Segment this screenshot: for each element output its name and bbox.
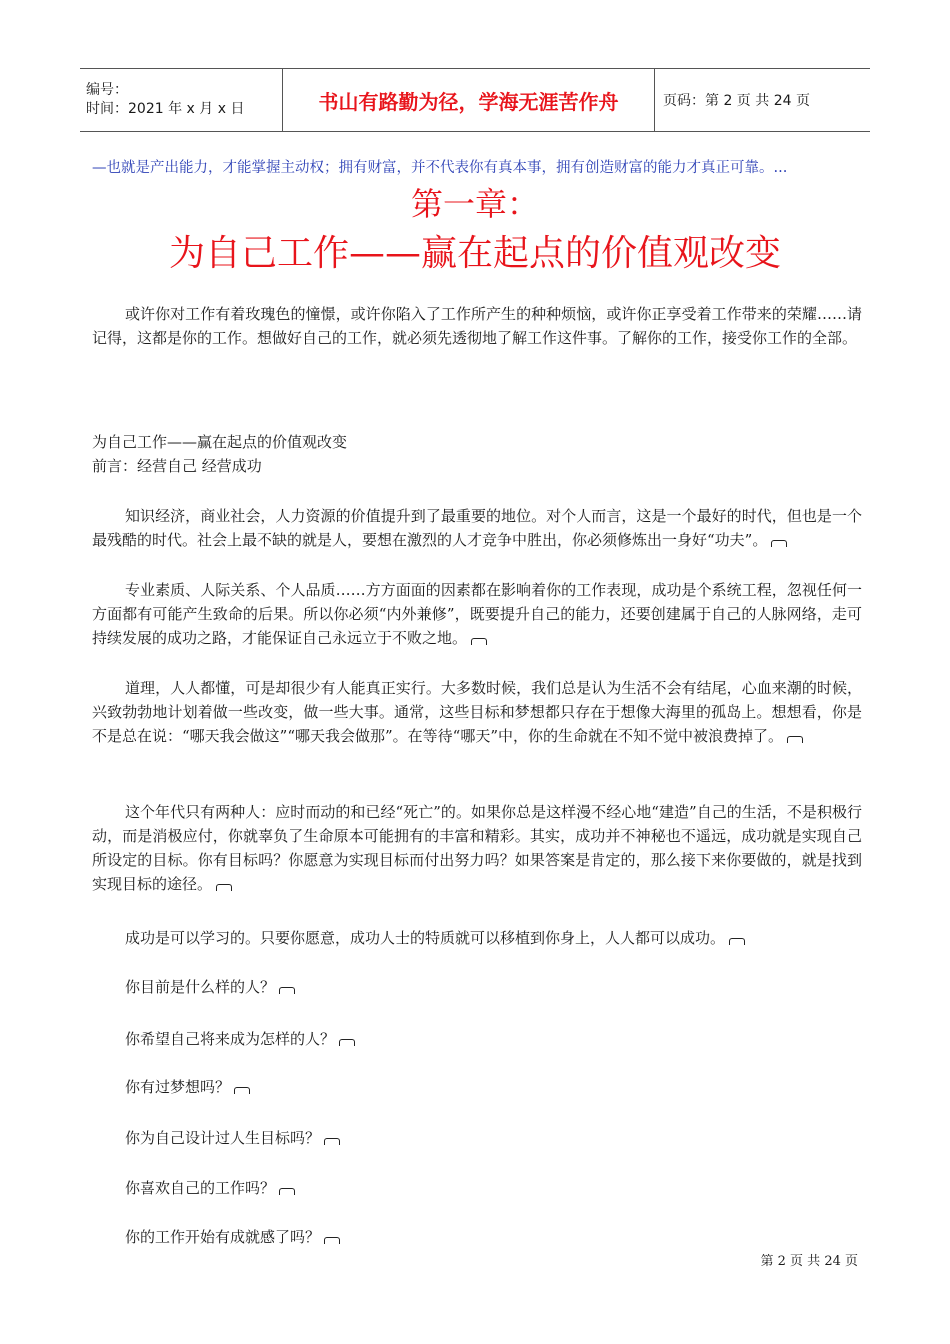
question-item xyxy=(125,1126,340,1150)
paragraph-4 xyxy=(92,676,862,748)
paragraph-mark-icon xyxy=(279,1188,295,1195)
preface-line: 前言：经营自己 经营成功 xyxy=(92,457,262,475)
header-motto xyxy=(282,69,655,131)
paragraph-1-text: 或许你对工作有着玫瑰色的憧憬，或许你陷入了工作所产生的种种烦恼，或许你正享受着工作带来的荣耀……请记得，这都是你的工作。想做好自己的工作，就必须先透彻地了解工作这件事。了解你的工作，接受你工作的全部。 xyxy=(92,305,862,347)
question-text: 你目前是什么样的人？ xyxy=(125,978,276,996)
paragraph-6 xyxy=(92,926,862,950)
paragraph-6-text: 成功是可以学习的。只要你愿意，成功人士的特质就可以移植到你身上，人人都可以成功。 xyxy=(125,929,726,947)
paragraph-2-text: 知识经济，商业社会，人力资源的价值提升到了最重要的地位。对个人而言，这是一个最好的时代，但也是一个最残酷的时代。社会上最不缺的就是人，要想在激烈的人才竞争中胜出，你必须修炼出一身好“功夫”。 xyxy=(92,507,862,549)
paragraph-5 xyxy=(92,800,862,896)
paragraph-mark-icon xyxy=(471,638,487,645)
page-label: 页码：第 2 页 共 24 页 xyxy=(663,93,810,109)
chapter-title: 为自己工作——赢在起点的价值观改变 xyxy=(168,233,781,274)
number-label: 编号： xyxy=(86,82,128,98)
question-item xyxy=(125,1176,295,1200)
question-text: 你为自己设计过人生目标吗？ xyxy=(125,1129,321,1147)
motto-text: 书山有路勤为径，学海无涯苦作舟 xyxy=(318,89,619,114)
paragraph-3-text: 专业素质、人际关系、个人品质……方方面面的因素都在影响着你的工作表现，成功是个系统工程，忽视任何一方面都有可能产生致命的后果。所以你必须“内外兼修”，既要提升自己的能力，还要创建属于自己的人脉网络，走可持续发展的成功之路，才能保证自己永远立于不败之地。 xyxy=(92,581,862,647)
chapter-number: 第一章： xyxy=(410,185,539,223)
page-header xyxy=(80,68,870,132)
time-label: 时间：2021 年 x 月 x 日 xyxy=(86,101,245,117)
paragraph-mark-icon xyxy=(787,736,803,743)
paragraph-mark-icon xyxy=(339,1039,355,1046)
paragraph-1 xyxy=(92,302,862,350)
paragraph-2 xyxy=(92,504,862,552)
paragraph-5-text: 这个年代只有两种人：应时而动的和已经“死亡”的。如果你总是这样漫不经心地“建造”自己的生活，不是积极行动，而是消极应付，你就辜负了生命原本可能拥有的丰富和精彩。其实，成功并不神秘也不遥远，成功就是实现自己所设定的目标。你有目标吗？你愿意为实现目标而付出努力吗？如果答案是肯定的，那么接下来你要做的，就是找到实现目标的途径。 xyxy=(92,803,862,893)
paragraph-mark-icon xyxy=(771,540,787,547)
header-meta xyxy=(80,69,282,131)
paragraph-mark-icon xyxy=(324,1237,340,1244)
question-text: 你的工作开始有成就感了吗？ xyxy=(125,1228,321,1246)
paragraph-mark-icon xyxy=(216,884,232,891)
paragraph-mark-icon xyxy=(234,1087,250,1094)
page-footer: 第 2 页 共 24 页 xyxy=(760,1254,858,1269)
paragraph-mark-icon xyxy=(279,987,295,994)
question-item xyxy=(125,1225,340,1249)
question-item xyxy=(125,975,295,999)
question-text: 你有过梦想吗？ xyxy=(125,1078,231,1096)
paragraph-mark-icon xyxy=(729,938,745,945)
question-text: 你喜欢自己的工作吗？ xyxy=(125,1179,276,1197)
question-text: 你希望自己将来成为怎样的人？ xyxy=(125,1030,336,1048)
paragraph-4-text: 道理，人人都懂，可是却很少有人能真正实行。大多数时候，我们总是认为生活不会有结尾，心血来潮的时候，兴致勃勃地计划着做一些改变，做一些大事。通常，这些目标和梦想都只存在于想像大海里的孤岛上。想想看，你是不是总在说：“哪天我会做这”“哪天我会做那”。在等待“哪天”中，你的生命就在不知不觉中被浪费掉了。 xyxy=(92,679,862,745)
paragraph-mark-icon xyxy=(324,1138,340,1145)
intro-line: —也就是产出能力，才能掌握主动权；拥有财富，并不代表你有真本事，拥有创造财富的能力才真正可靠。... xyxy=(92,160,788,176)
section-subtitle: 为自己工作——赢在起点的价值观改变 xyxy=(92,433,348,451)
paragraph-3 xyxy=(92,578,862,650)
header-page xyxy=(655,69,870,131)
question-item xyxy=(125,1027,355,1051)
question-item xyxy=(125,1075,250,1099)
